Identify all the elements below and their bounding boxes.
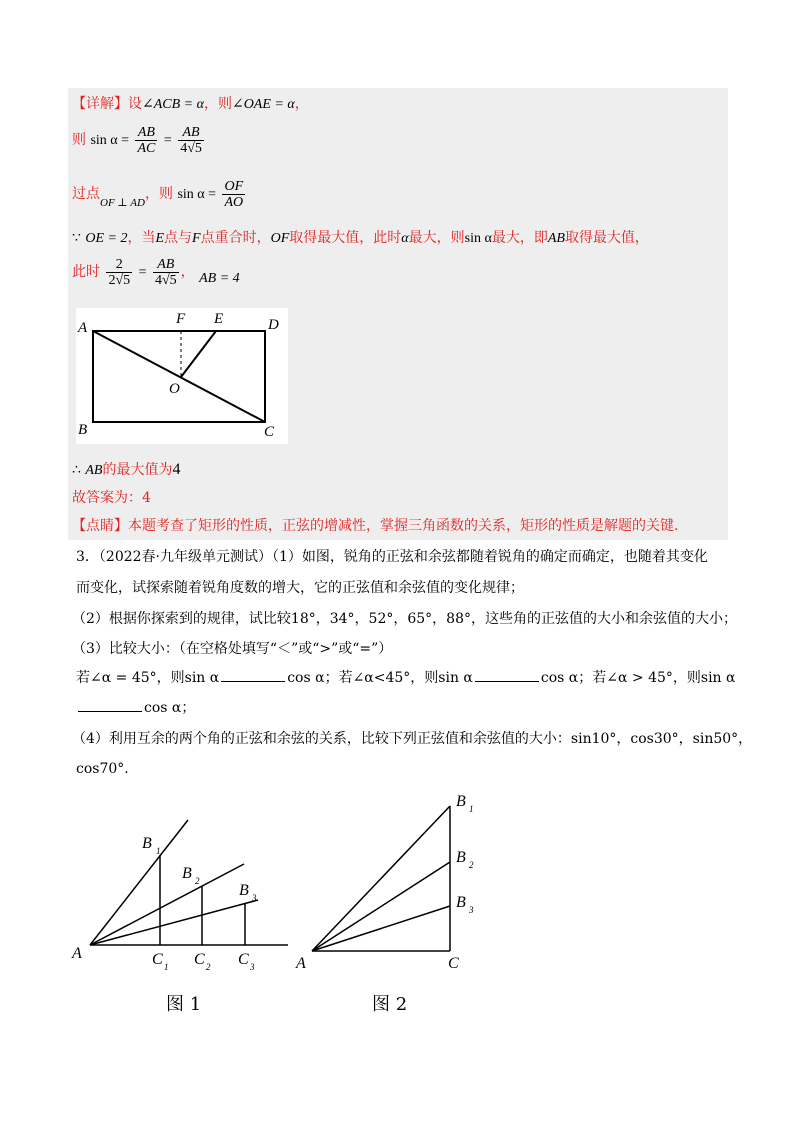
svg-text:2: 2 <box>206 962 211 972</box>
figure-2 <box>290 786 500 978</box>
question-3-part3-blank3: cos α； <box>76 697 195 719</box>
answer-blank-1[interactable] <box>221 667 285 682</box>
label-A: A <box>78 320 88 336</box>
comment-tag: 【点睛】 <box>72 518 128 534</box>
label-B: B <box>78 422 88 438</box>
ray-ab1 <box>90 820 188 945</box>
fraction: $\frac{AB}{AC}$ <box>137 124 156 156</box>
fraction: $\frac{AB}{4√5}$ <box>180 124 202 156</box>
label-B1: B <box>456 793 466 810</box>
label-C: C <box>264 424 275 440</box>
label-B3: B <box>239 882 249 899</box>
ray-ab2 <box>90 864 244 945</box>
figure-1 <box>64 808 304 978</box>
solution-line-1: 【详解】设∠ACB = α，则∠OAE = α， <box>72 96 309 112</box>
label-C1: C <box>152 951 163 968</box>
solution-line-2: 则 sin α = $\frac{AB}{AC}$ = $\frac{AB}{4√5}$ <box>72 124 202 156</box>
fraction: $\frac{AB}{4√5}$ <box>154 256 177 288</box>
label-C: C <box>448 955 459 972</box>
label-F: F <box>176 311 186 327</box>
figure-1-caption: 图 1 <box>166 994 202 1015</box>
svg-text:3: 3 <box>469 905 474 915</box>
question-3-part4: （4）利用互余的两个角的正弦和余弦的关系，比较下列正弦值和余弦值的大小：sin10°，cos30°，sin50°， <box>72 731 753 747</box>
solution-answer: 故答案为：4 <box>72 490 151 506</box>
solution-line-4: ∵ OE = 2，当E点与F点重合时，OF取得最大值，此时α最大，则sin α最大，即AB取得最大值， <box>72 230 649 246</box>
solution-line-6: ∴ AB的最大值为4 <box>72 461 181 478</box>
svg-text:3: 3 <box>252 893 257 903</box>
svg-text:2: 2 <box>195 876 200 886</box>
question-3-part1: 3．（2022春·九年级单元测试）（1）如图，锐角的正弦和余弦都随着锐角的确定而确定，也随着其变化 <box>76 549 708 565</box>
label-B2: B <box>182 865 192 882</box>
segment-ab2 <box>312 862 450 951</box>
question-3-part3: （3）比较大小：（在空格处填写“＜”或“>”或“=”） <box>72 641 393 657</box>
svg-text:1: 1 <box>164 962 169 972</box>
label-A: A <box>296 955 306 972</box>
detail-tag: 【详解】 <box>72 96 128 112</box>
label-B2: B <box>456 849 466 866</box>
label-C3: C <box>238 951 249 968</box>
label-O: O <box>169 381 180 397</box>
label-D: D <box>268 317 279 333</box>
question-3-part3-blanks: 若∠α = 45°，则sin α cos α；若∠α<45°，则sin α cos α；若∠α > 45°，则sin α <box>76 667 735 689</box>
question-3-part2: （2）根据你探索到的规律，试比较18°，34°，52°，65°，88°，这些角的正弦值的大小和余弦值的大小； <box>72 611 737 627</box>
label-E: E <box>214 311 224 327</box>
svg-text:3: 3 <box>250 962 255 972</box>
solution-comment: 【点睛】本题考查了矩形的性质，正弦的增减性，掌握三角函数的关系，矩形的性质是解题的关键. <box>72 518 679 534</box>
question-3-part4-cont: cos70°. <box>76 761 129 777</box>
label-B3: B <box>456 894 466 911</box>
fraction: $\frac{2}{2√5}$ <box>108 256 131 288</box>
rectangle-figure <box>76 308 288 444</box>
label-B1: B <box>142 835 152 852</box>
answer-blank-2[interactable] <box>475 667 539 682</box>
solution-line-5: 此时 $\frac{2}{2√5}$ = $\frac{AB}{4√5}$ ， AB = 4 <box>72 256 240 288</box>
label-C2: C <box>194 951 205 968</box>
label-A: A <box>72 945 82 962</box>
svg-text:2: 2 <box>469 860 474 870</box>
answer-blank-3[interactable] <box>78 697 142 712</box>
svg-text:1: 1 <box>156 846 161 856</box>
solution-panel <box>68 88 728 540</box>
fraction: $\frac{OF}{AO}$ <box>224 178 244 210</box>
svg-text:1: 1 <box>469 804 474 814</box>
figure-2-caption: 图 2 <box>372 994 408 1015</box>
ray-ab3 <box>90 900 258 945</box>
solution-line-3: 过点$_{OF \perp AD}$，则 sin α = $\frac{OF}{AO}$ <box>72 178 244 210</box>
question-3-part1-cont: 而变化，试探索随着锐角度数的增大，它的正弦值和余弦值的变化规律； <box>76 580 524 596</box>
